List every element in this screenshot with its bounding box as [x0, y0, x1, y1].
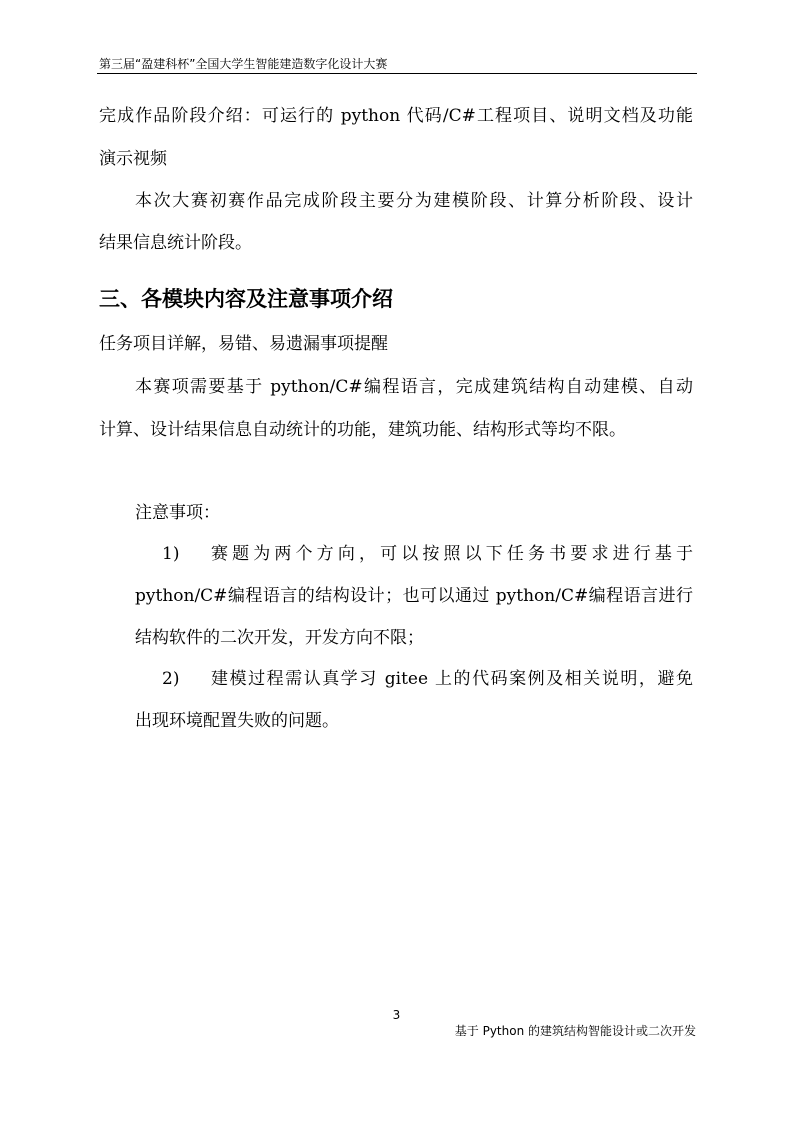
page-header: 第三届“盈建科杯”全国大学生智能建造数字化设计大赛	[99, 57, 388, 71]
page-number: 3	[392, 1008, 401, 1022]
section-paragraph-line-2: 计算、设计结果信息自动统计的功能，建筑功能、结构形式等均不限。	[99, 420, 626, 440]
intro-line-2: 演示视频	[99, 149, 167, 169]
notes-label: 注意事项：	[135, 503, 220, 523]
note-item-1-line-1: 赛题为两个方向，可以按照以下任务书要求进行基于	[211, 544, 693, 564]
note-item-1-line-2: python/C#编程语言的结构设计；也可以通过 python/C#编程语言进行	[135, 586, 693, 606]
intro-line-1: 完成作品阶段介绍：可运行的 python 代码/C#工程项目、说明文档及功能	[99, 106, 693, 126]
intro-paragraph-line-1: 本次大赛初赛作品完成阶段主要分为建模阶段、计算分析阶段、设计	[135, 191, 693, 211]
note-item-number: 2)	[162, 669, 180, 689]
section-paragraph-line-1: 本赛项需要基于 python/C#编程语言，完成建筑结构自动建模、自动	[135, 377, 693, 397]
note-item-2-line-2: 出现环境配置失败的问题。	[135, 711, 339, 731]
header-divider	[97, 73, 697, 74]
section-subtitle: 任务项目详解，易错、易遗漏事项提醒	[99, 334, 388, 354]
section-heading: 三、各模块内容及注意事项介绍	[99, 287, 393, 311]
note-item-1-line-3: 结构软件的二次开发，开发方向不限；	[135, 628, 424, 648]
note-item-2-line-1: 建模过程需认真学习 gitee 上的代码案例及相关说明，避免	[211, 669, 693, 689]
note-item-number: 1)	[162, 544, 180, 564]
footer-document-title: 基于 Python 的建筑结构智能设计或二次开发	[454, 1024, 696, 1038]
intro-paragraph-line-2: 结果信息统计阶段。	[99, 233, 252, 253]
